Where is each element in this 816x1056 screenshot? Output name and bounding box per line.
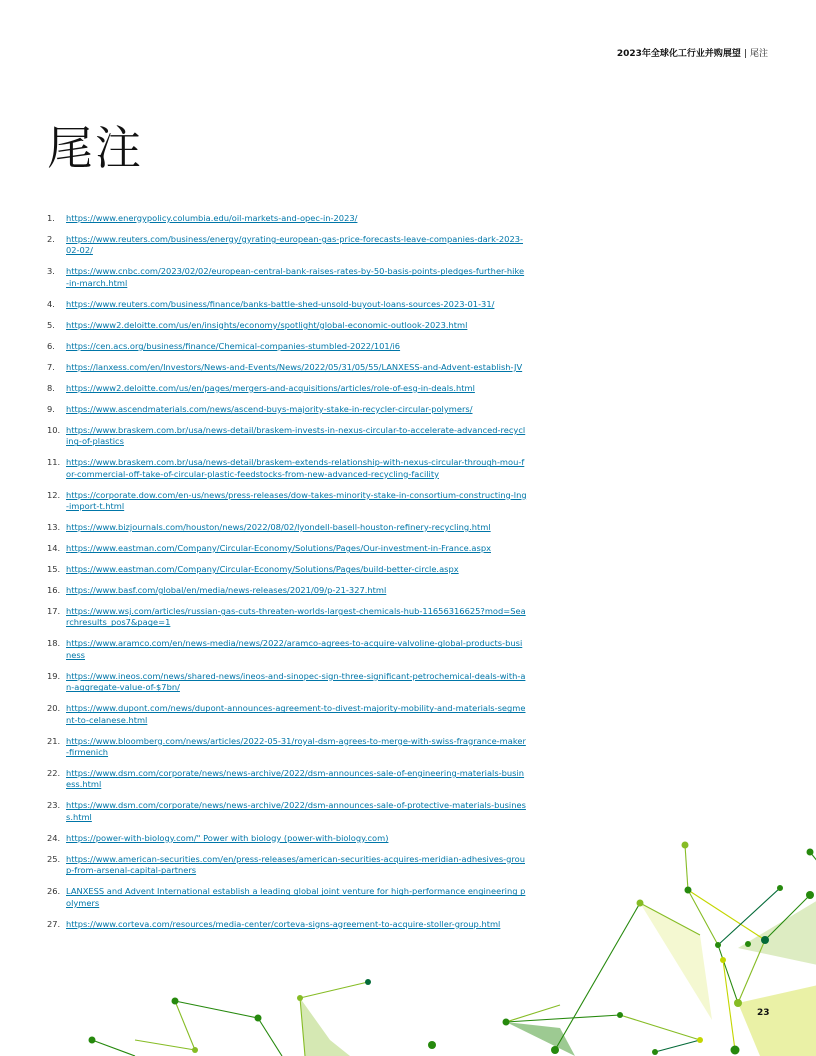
endnote-number: 6. (47, 340, 55, 351)
network-line (135, 1040, 195, 1050)
endnote-link[interactable]: https://www.eastman.com/Company/Circular-Economy/Solutions/Pages/Our-investment-in-France.aspx (66, 543, 491, 554)
network-node (807, 849, 814, 856)
endnote-link[interactable]: https://lanxess.com/en/Investors/News-and-Events/News/2022/05/31/05/55/LANXESS-and-Advent-establish-JV (66, 361, 523, 372)
network-line (175, 1001, 258, 1018)
network-node (192, 1047, 198, 1053)
endnote-link[interactable]: https://cen.acs.org/business/finance/Chemical-companies-stumbled-2022/101/i6 (66, 340, 401, 351)
network-line (688, 890, 765, 940)
endnote-link[interactable]: https://corporate.dow.com/en-us/news/press-releases/dow-takes-minority-stake-in-consortium-constructing-lng-import-t.html (66, 489, 527, 512)
network-node (365, 979, 371, 985)
endnote-link[interactable]: https://www2.deloitte.com/us/en/pages/mergers-and-acquisitions/articles/role-of-esg-in-deals.html (66, 382, 475, 393)
endnote-number: 5. (47, 319, 55, 330)
endnote-number: 4. (47, 298, 55, 309)
endnote-number: 21. (47, 735, 61, 746)
endnote-number: 10. (47, 424, 61, 435)
endnote-link[interactable]: https://www.cnbc.com/2023/02/02/european-central-bank-raises-rates-by-50-basis-points-pledges-further-hike-in-march.html (66, 266, 525, 288)
network-node (720, 957, 726, 963)
endnote-link[interactable]: https://www.dsm.com/corporate/news/news-archive/2022/dsm-announces-sale-of-engineering-materials-business.html (66, 768, 525, 790)
endnote-number: 19. (47, 670, 61, 681)
network-node (172, 998, 179, 1005)
network-node (255, 1015, 262, 1022)
network-line (175, 1001, 195, 1050)
endnote-number: 23. (47, 800, 61, 811)
endnote-link[interactable]: https://www.ineos.com/news/shared-news/ineos-and-sinopec-sign-three-significant-petrochemical-deals-with-an-aggregate-value-of-$7bn/ (66, 670, 526, 693)
endnote-link[interactable]: https://www.braskem.com.br/usa/news-detail/braskem-invests-in-nexus-circular-to-accelerate-advanced-recycling-of-plastics (66, 424, 526, 447)
endnote-number: 12. (47, 489, 61, 500)
endnote-link[interactable]: LANXESS and Advent International establish a leading global joint venture for high-performance engineering polymers (66, 886, 526, 908)
endnote-link[interactable]: https://www.american-securities.com/en/press-releases/american-securities-acquires-meridian-adhesives-group-from-arsenal-capital-partners (66, 853, 525, 876)
network-node (503, 1019, 510, 1026)
network-line (655, 1040, 700, 1052)
network-node (682, 842, 689, 849)
endnote-number: 9. (47, 403, 55, 414)
endnote-number: 1. (47, 213, 55, 223)
endnote-link[interactable]: https://www.bloomberg.com/news/articles/2022-05-31/royal-dsm-agrees-to-merge-with-swiss-fragrance-maker-firmenich (66, 735, 526, 758)
network-node (777, 885, 783, 891)
network-node (685, 887, 692, 894)
network-node (697, 1037, 703, 1043)
endnote-link[interactable]: https://www.bizjournals.com/houston/news/2022/08/02/lyondell-basell-houston-refinery-recycling.html (66, 522, 491, 533)
endnote-number: 20. (47, 703, 61, 714)
endnote-link[interactable]: https://power-with-biology.com/" Power with biology (power-with-biology.com) (66, 832, 389, 843)
page-number: 23 (757, 1008, 770, 1018)
network-polygon (300, 998, 350, 1056)
network-polygon (506, 1022, 575, 1056)
endnote-link[interactable]: https://www.ascendmaterials.com/news/ascend-buys-majority-stake-in-recycler-circular-polymers/ (66, 403, 473, 414)
endnote-number: 15. (47, 564, 61, 575)
endnote-number: 3. (47, 266, 55, 277)
endnote-number: 22. (47, 768, 61, 779)
network-line (92, 1040, 135, 1056)
endnote-number: 7. (47, 361, 55, 372)
endnote-link[interactable]: https://www.reuters.com/business/finance/banks-battle-shed-unsold-buyout-loans-sources-2023-01-31/ (66, 298, 495, 309)
network-node (715, 942, 721, 948)
endnote-link[interactable]: https://www.aramco.com/en/news-media/news/2022/aramco-agrees-to-acquire-valvoline-global-products-business (66, 638, 523, 660)
network-line (555, 903, 640, 1050)
network-node (428, 1041, 436, 1049)
endnote-number: 14. (47, 543, 61, 554)
endnote-number: 25. (47, 853, 61, 864)
endnote-number: 8. (47, 382, 55, 393)
network-node (731, 1046, 740, 1055)
endnote-number: 2. (47, 234, 55, 244)
network-node (652, 1049, 658, 1055)
endnote-number: 16. (47, 585, 61, 596)
endnote-link[interactable]: https://www.basf.com/global/en/media/news-releases/2021/09/p-21-327.html (66, 585, 387, 596)
network-line (620, 1015, 700, 1040)
endnote-link[interactable]: https://www.reuters.com/business/energy/gyrating-european-gas-price-forecasts-leave-companies-dark-2023-02-02/ (66, 234, 524, 256)
network-nodes (89, 842, 815, 1056)
endnote-number: 27. (47, 918, 61, 929)
network-node (297, 995, 303, 1001)
endnote-link[interactable]: https://www.dupont.com/news/dupont-announces-agreement-to-divest-majority-mobility-and-materials-segment-to-celanese.html (66, 703, 526, 725)
network-polygon (738, 985, 816, 1056)
network-polygon (640, 903, 712, 1020)
endnote-link[interactable]: https://www.eastman.com/Company/Circular-Economy/Solutions/Pages/build-better-circle.aspx (66, 564, 459, 575)
network-line (258, 1018, 282, 1056)
page-title: 尾注 (47, 121, 143, 175)
network-node (761, 936, 769, 944)
network-polygon (738, 900, 816, 965)
endnote-number: 24. (47, 832, 61, 843)
endnote-link[interactable]: https://www.braskem.com.br/usa/news-detail/braskem-extends-relationship-with-nexus-circular-through-mou-for-commercial-off-take-of-circular-plastic-feedstocks-from-new-advanced-recycling-facility (66, 457, 525, 479)
network-line (723, 960, 735, 1050)
network-line (300, 982, 368, 998)
network-node (551, 1046, 559, 1054)
endnote-number: 26. (47, 886, 61, 897)
network-node (637, 900, 644, 907)
report-title: 2023年全球化工行业并购展望 (616, 49, 741, 59)
network-node (734, 999, 742, 1007)
endnote-number: 11. (47, 457, 61, 468)
network-line (685, 845, 688, 890)
network-lines (92, 845, 816, 1056)
endnote-link[interactable]: https://www2.deloitte.com/us/en/insights/economy/spotlight/global-economic-outlook-2023.html (66, 319, 468, 330)
network-node (89, 1037, 96, 1044)
endnote-number: 18. (47, 638, 61, 649)
section-name: 尾注 (749, 49, 768, 59)
endnote-link[interactable]: https://www.energypolicy.columbia.edu/oil-markets-and-opec-in-2023/ (66, 213, 358, 223)
endnote-number: 13. (47, 522, 61, 533)
endnote-link[interactable]: https://www.corteva.com/resources/media-center/corteva-signs-agreement-to-acquire-stoller-group.html (66, 918, 501, 929)
header-separator: | (743, 49, 747, 59)
network-node (745, 941, 751, 947)
network-node (617, 1012, 623, 1018)
endnote-link[interactable]: https://www.wsj.com/articles/russian-gas-cuts-threaten-worlds-largest-chemicals-hub-11656316625?mod=Searchresults_pos7&page=1 (66, 606, 526, 628)
endnote-number: 17. (47, 606, 61, 617)
endnote-link[interactable]: https://www.dsm.com/corporate/news/news-archive/2022/dsm-announces-sale-of-protective-materials-business.html (66, 800, 526, 822)
network-node (806, 891, 814, 899)
